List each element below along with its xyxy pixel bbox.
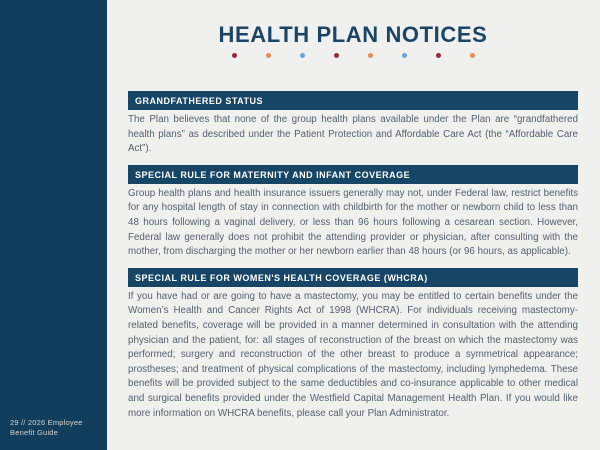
section-body-text: The Plan believes that none of the group health plans available under the Plan are “grandfathered health plans” as described under the Patient Protection and Affordable Care Act (the “Affordable Care Act”). [128,114,578,155]
decorative-dot [402,53,407,58]
decorative-dot [232,53,237,58]
footer-line-2: Benefit Guide [10,428,59,437]
page-title: HEALTH PLAN NOTICES [218,22,488,47]
decorative-dot [334,53,339,58]
section-body-text: If you have had or are going to have a mastectomy, you may be entitled to certain benefits under the Women’s Health and Cancer Rights Act of 1998 (WHCRA). For individuals receiving mastectomy-related benefits, coverage will be provided in a manner determined in consultation with the attending physician and the patient, for: all stages of reconstruction of the breast on which the mastectomy was performed; surgery and reconstruction of the other breast to produce a symmetrical appearance; prostheses; and treatment of physical complications of the mastectomy, including lymphedema. These benefits will be provided subject to the same deductibles and co-insurance applicable to other medical and surgical benefits provided under the Westfield Capital Management Health Plan. If you would like more information on WHCRA benefits, please call your Plan Administrator. [128,290,578,419]
decorative-dot [368,53,373,58]
section-body-text: Group health plans and health insurance issuers generally may not, under Federal law, restrict benefits for any hospital length of stay in connection with childbirth for the mother or newborn child to less than 48 hours following a vaginal delivery, or less than 96 hours following a cesarean section. However, Federal law generally does not prohibit the attending provider or physician, after consulting with the mother, from discharging the mother or her newborn earlier than 48 hours (or 96 hours, as applicable). [128,187,578,258]
decorative-dot [300,53,305,58]
section-womens-health-coverage [128,268,578,421]
section-heading: SPECIAL RULE FOR MATERNITY AND INFANT COVERAGE [128,165,578,184]
notice-sections [128,91,578,421]
sidebar-band [0,0,107,450]
decorative-dot [436,53,441,58]
section-heading: SPECIAL RULE FOR WOMEN'S HEALTH COVERAGE (WHCRA) [128,268,578,287]
section-maternity-infant-coverage [128,165,578,260]
decorative-dot [470,53,475,58]
footer-line-1: 29 // 2026 Employee [10,418,83,427]
section-grandfathered-status [128,91,578,157]
section-heading: GRANDFATHERED STATUS [128,91,578,110]
content-column [128,0,578,429]
decorative-dot-row [128,53,578,58]
footer-page-label [10,418,90,438]
decorative-dot [266,53,271,58]
